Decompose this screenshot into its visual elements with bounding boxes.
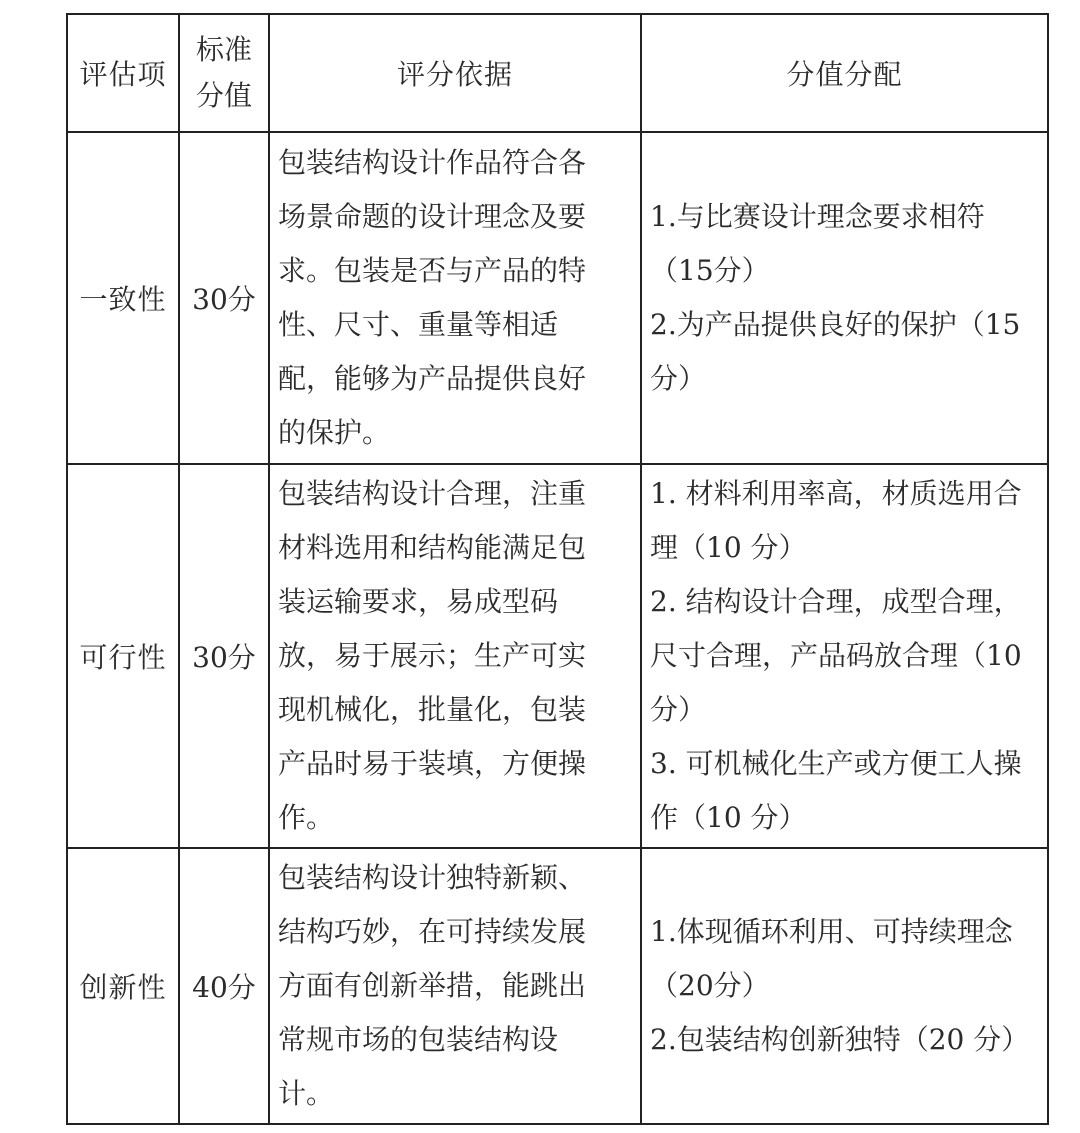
basis-line: 求。包装是否与产品的特 (278, 254, 587, 287)
header-standard-score (179, 14, 269, 132)
basis-line: 结构巧妙，在可持续发展 (278, 915, 587, 948)
header-standard-line2: 分值 (195, 79, 252, 112)
allocation-line: 2.包装结构创新独特（20 分） (650, 1023, 1030, 1056)
basis-line: 配，能够为产品提供良好 (278, 362, 587, 395)
table-row (67, 848, 1048, 1124)
row-scoring-basis (269, 464, 641, 848)
basis-line: 性、尺寸、重量等相适 (278, 308, 559, 341)
basis-line: 包装结构设计作品符合各 (278, 146, 587, 179)
basis-line: 产品时易于装填，方便操 (278, 747, 587, 780)
basis-line: 包装结构设计独特新颖、 (278, 861, 587, 894)
allocation-line: 尺寸合理，产品码放合理（10 (650, 639, 1022, 672)
allocation-line: 1. 材料利用率高，材质选用合 (650, 477, 1022, 510)
allocation-line: 分） (650, 693, 707, 726)
basis-line: 包装结构设计合理，注重 (278, 477, 587, 510)
row-item-name: 创新性 (67, 848, 179, 1124)
basis-line: 场景命题的设计理念及要 (278, 200, 587, 233)
header-scoring-basis: 评分依据 (269, 14, 641, 132)
basis-line: 现机械化，批量化，包装 (278, 693, 587, 726)
basis-line: 放，易于展示；生产可实 (278, 639, 587, 672)
scoring-table (66, 13, 1049, 1125)
table-header-row (67, 14, 1048, 132)
allocation-line: 分） (650, 362, 707, 395)
allocation-line: 理（10 分） (650, 531, 807, 564)
basis-line: 常规市场的包装结构设 (278, 1023, 559, 1056)
row-score-allocation (641, 464, 1048, 848)
table-row (67, 464, 1048, 848)
allocation-line: （15分） (650, 254, 770, 287)
header-evaluation-item: 评估项 (67, 14, 179, 132)
table-row (67, 132, 1048, 464)
row-item-name: 一致性 (67, 132, 179, 464)
basis-line: 作。 (278, 801, 335, 834)
row-standard-score: 40分 (179, 848, 269, 1124)
basis-line: 的保护。 (278, 416, 391, 449)
allocation-line: 1.与比赛设计理念要求相符 (650, 200, 985, 233)
allocation-line: （20分） (650, 969, 770, 1002)
row-scoring-basis (269, 132, 641, 464)
row-standard-score: 30分 (179, 464, 269, 848)
row-item-name: 可行性 (67, 464, 179, 848)
basis-line: 装运输要求，易成型码 (278, 585, 559, 618)
basis-line: 材料选用和结构能满足包 (278, 531, 587, 564)
header-standard-line1: 标准 (195, 33, 252, 66)
allocation-line: 3. 可机械化生产或方便工人操 (650, 747, 1022, 780)
row-score-allocation (641, 848, 1048, 1124)
basis-line: 方面有创新举措，能跳出 (278, 969, 587, 1002)
allocation-line: 1.体现循环利用、可持续理念 (650, 915, 1013, 948)
row-scoring-basis (269, 848, 641, 1124)
allocation-line: 2. 结构设计合理，成型合理， (650, 585, 1022, 618)
allocation-line: 2.为产品提供良好的保护（15 (650, 308, 1021, 341)
row-standard-score: 30分 (179, 132, 269, 464)
allocation-line: 作（10 分） (650, 801, 807, 834)
header-score-allocation: 分值分配 (641, 14, 1048, 132)
basis-line: 计。 (278, 1077, 335, 1110)
row-score-allocation (641, 132, 1048, 464)
